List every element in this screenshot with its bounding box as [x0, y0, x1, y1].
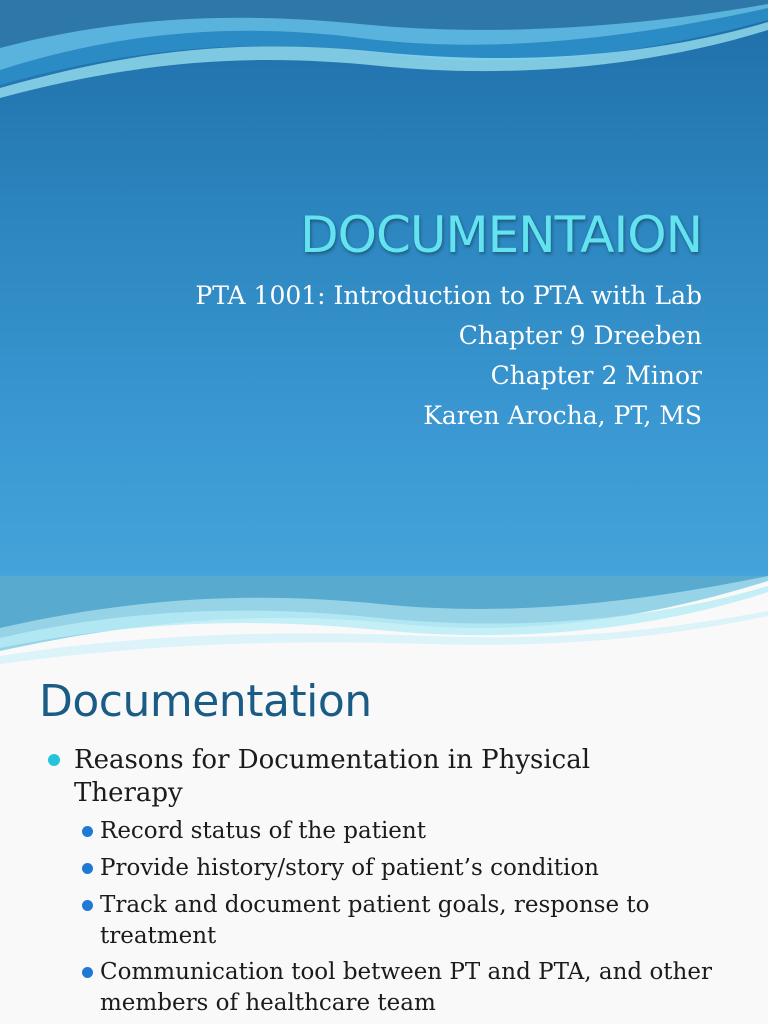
sub-bullet-text: Record status of the patient — [100, 818, 426, 844]
bullet-dot-icon — [48, 754, 60, 766]
course-line: PTA 1001: Introduction to PTA with Lab — [195, 281, 702, 310]
bullet-dot-icon — [82, 826, 93, 837]
wave-decoration — [0, 576, 768, 671]
subtitle-block — [195, 276, 702, 436]
bullet-dot-icon — [82, 863, 93, 874]
sub-bullet-text: Provide history/story of patient’s condition — [100, 855, 599, 881]
bullet-dot-icon — [82, 900, 93, 911]
bullet-level1 — [46, 744, 686, 810]
chapter-minor-line: Chapter 2 Minor — [490, 361, 702, 390]
chapter-dreeben-line: Chapter 9 Dreeben — [458, 321, 702, 350]
sub-bullet — [80, 890, 730, 952]
sub-bullet — [80, 853, 720, 884]
sub-bullet — [80, 957, 730, 1019]
author-line: Karen Arocha, PT, MS — [423, 401, 702, 430]
bullet-text: Reasons for Documentation in Physical Therapy — [74, 745, 591, 808]
slide-heading: Documentation — [39, 676, 372, 727]
sub-bullet — [80, 816, 720, 847]
wave-decoration — [0, 0, 768, 110]
sub-bullet-text: Communication tool between PT and PTA, and other members of healthcare team — [100, 959, 712, 1016]
content-slide — [0, 576, 768, 1024]
sub-bullet-text: Track and document patient goals, response to treatment — [100, 892, 650, 949]
bullet-dot-icon — [82, 967, 93, 978]
slide-title: DOCUMENTAION — [300, 206, 702, 264]
